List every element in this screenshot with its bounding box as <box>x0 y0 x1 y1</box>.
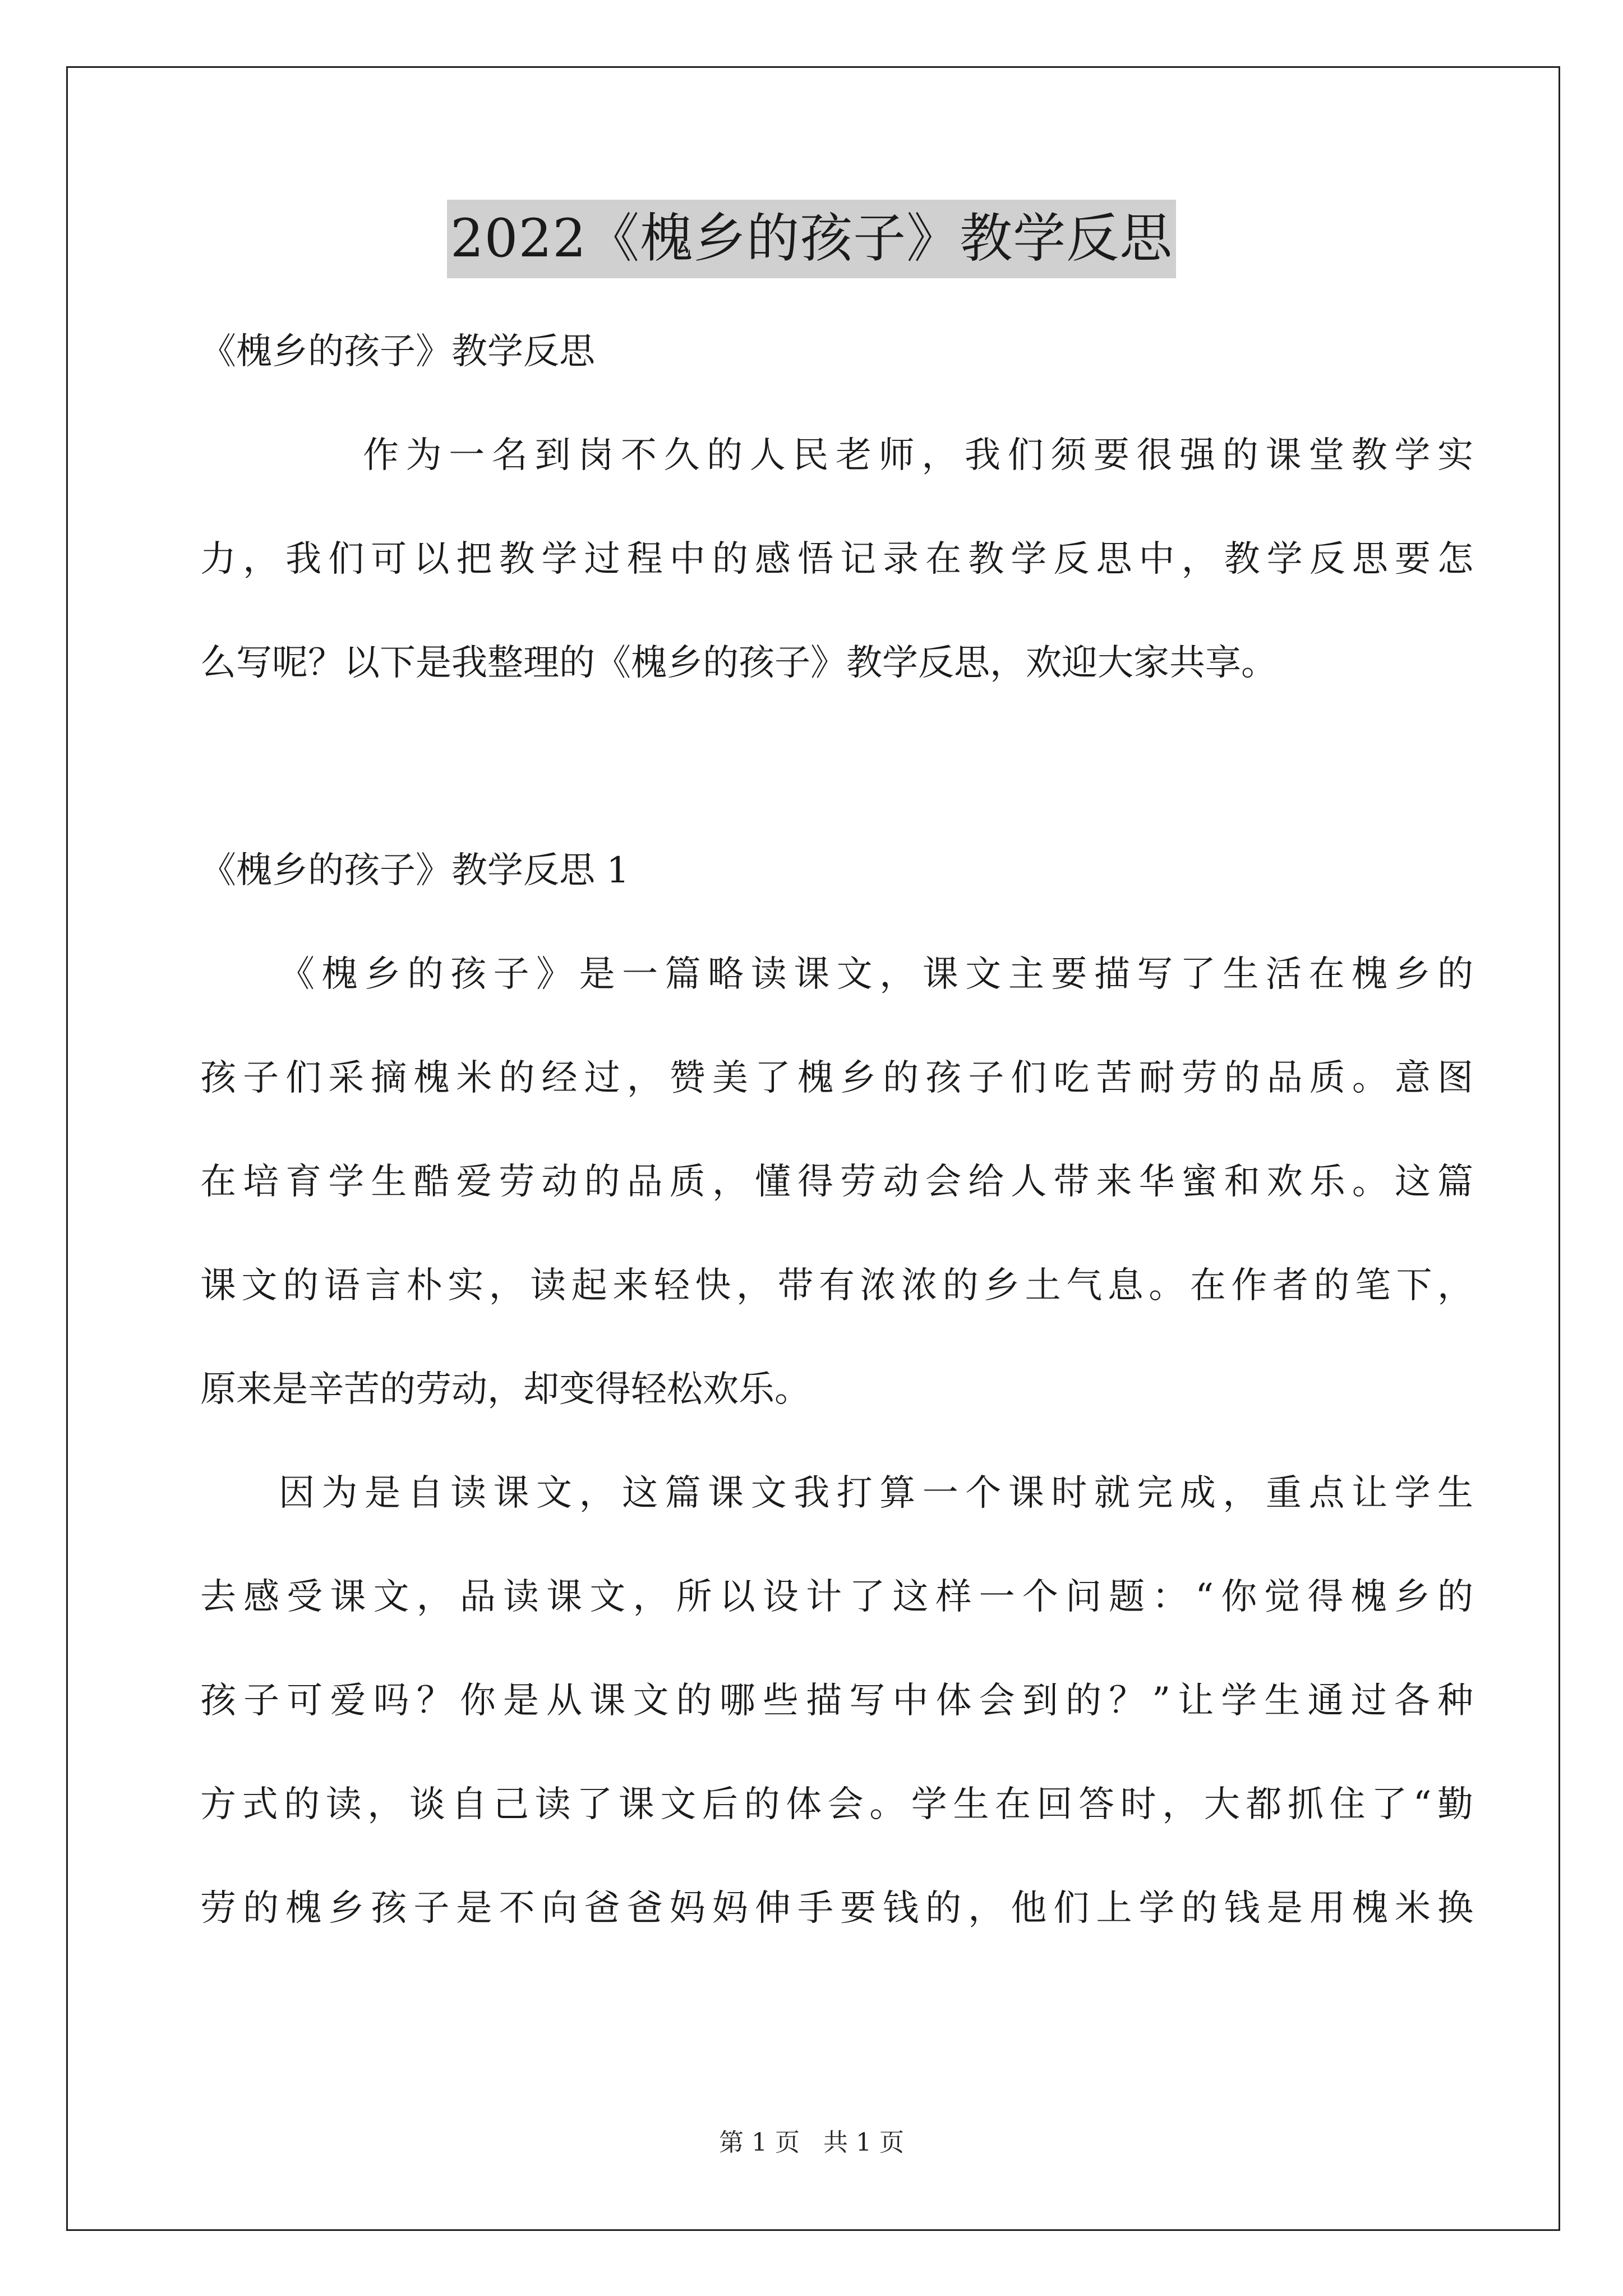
paragraph-line: 在培育学生酷爱劳动的品质，懂得劳动会给人带来华蜜和欢乐。这篇 <box>200 1161 1473 1203</box>
paragraph-line: 孩子可爱吗？你是从课文的哪些描写中体会到的？”让学生通过各种 <box>200 1680 1473 1722</box>
paragraph-line: 课文的语言朴实，读起来轻快，带有浓浓的乡土气息。在作者的笔下， <box>200 1265 1473 1306</box>
intro-line: 么写呢？以下是我整理的《槐乡的孩子》教学反思，欢迎大家共享。 <box>200 642 1277 684</box>
subtitle-heading: 《槐乡的孩子》教学反思 <box>200 331 595 372</box>
paragraph-line: 方式的读，谈自己读了课文后的体会。学生在回答时，大都抓住了“勤 <box>200 1784 1473 1825</box>
intro-line: 作为一名到岗不久的人民老师，我们须要很强的课堂教学实 <box>363 435 1473 476</box>
document-body <box>200 300 1473 1961</box>
paragraph-line: 去感受课文，品读课文，所以设计了这样一个问题：“你觉得槐乡的 <box>200 1576 1473 1618</box>
blank-line <box>200 715 1473 819</box>
document-title: 2022《槐乡的孩子》教学反思 <box>447 200 1176 278</box>
paragraph-line: 因为是自读课文，这篇课文我打算一个课时就完成，重点让学生 <box>279 1473 1473 1514</box>
title-container <box>0 200 1623 278</box>
paragraph-line: 原来是辛苦的劳动，却变得轻松欢乐。 <box>200 1369 810 1410</box>
intro-line: 力，我们可以把教学过程中的感悟记录在教学反思中，教学反思要怎 <box>200 539 1473 580</box>
section-heading: 《槐乡的孩子》教学反思 1 <box>200 850 630 891</box>
paragraph-line: 《槐乡的孩子》是一篇略读课文，课文主要描写了生活在槐乡的 <box>279 954 1473 995</box>
paragraph-line: 劳的槐乡孩子是不向爸爸妈妈伸手要钱的，他们上学的钱是用槐米换 <box>200 1888 1473 1929</box>
page-footer: 第 1 页 共 1 页 <box>719 2128 904 2157</box>
paragraph-line: 孩子们采摘槐米的经过，赞美了槐乡的孩子们吃苦耐劳的品质。意图 <box>200 1057 1473 1099</box>
